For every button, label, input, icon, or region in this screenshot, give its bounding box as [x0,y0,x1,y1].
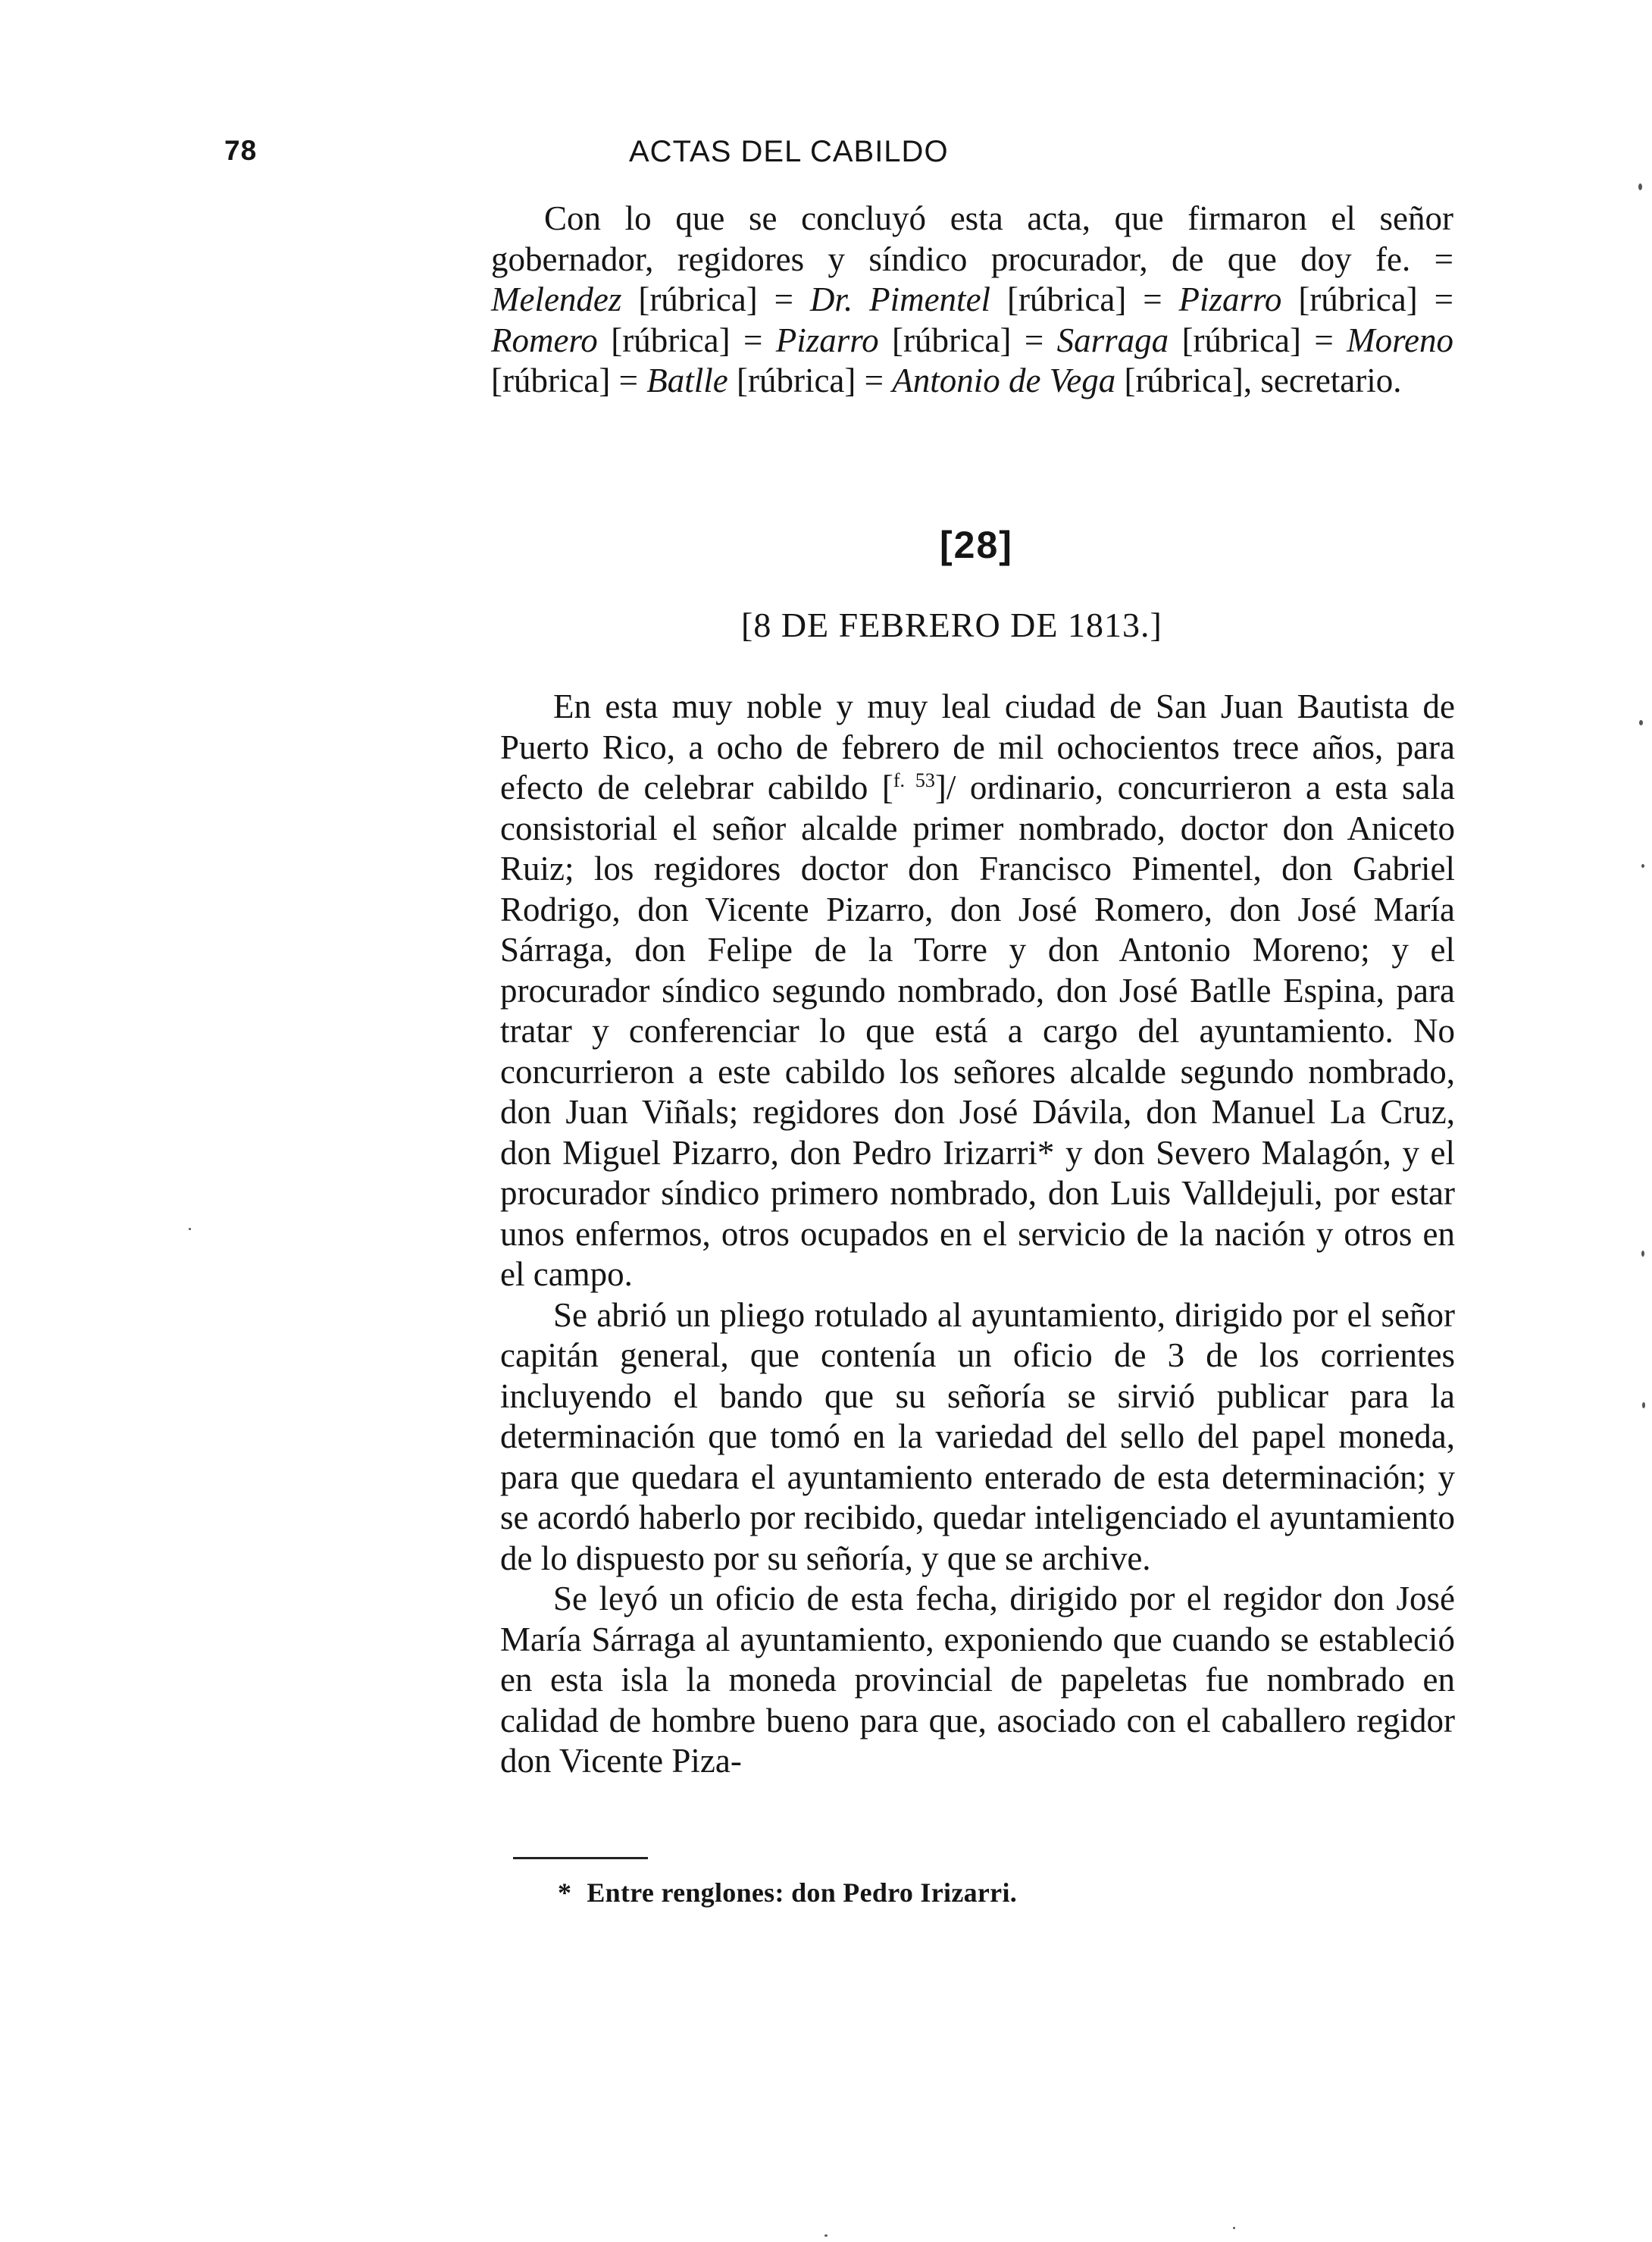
footnote-text: Entre renglones: don Pedro Irizarri. [587,1877,1018,1908]
signature-name: Romero [491,321,598,359]
body-paragraph-3: Se leyó un oficio de esta fecha, dirigido por el regidor don José María Sárraga al ayuntamiento, exponiendo que cuando se estableció en esta isla la moneda provincial de papeletas fue nombrado en calidad de hombre bueno para que, asociado con el caballero regidor don Vicente Piza- [500,1580,1455,1780]
signature-name: Pizarro [775,321,879,359]
section-number: [28] [940,524,1013,566]
folio-mark: f. [893,769,906,791]
scan-speck [1641,1251,1644,1257]
folio-reference [893,769,935,791]
signature-name: Batlle [646,362,728,399]
footnote-marker: * [558,1877,572,1908]
paragraph-text: ]/ ordinario, concurrieron a esta sala consistorial el señor alcalde primer nombrado, doctor don Aniceto Ruiz; los regidores doctor don Francisco Pimentel, don Gabriel Rodrigo, don Vicente Pizarro, don José Romero, don José María Sárraga, don Felipe de la Torre y don Antonio Moreno; y el procurador síndico segundo nombrado, don José Batlle Espina, para tratar y conferenciar lo que está a cargo del ayuntamiento. No concurrieron a este cabildo los señores alcalde segundo nombrado, don Juan Viñals; regidores don José Dávila, don Manuel La Cruz, don Miguel Pizarro, don Pedro Irizarri* y don Severo Malagón, y el procurador síndico primero nombrado, don Luis Valldejuli, por estar unos enfermos, otros ocupados en el servicio de la nación y otros en el campo. [500,769,1455,1293]
signature-name: Antonio de Vega [892,362,1116,399]
signature-name: Melendez [491,280,622,318]
paragraph-text: En esta muy noble y muy leal ciudad de San Juan Bautista de Puerto Rico, a ocho de febrero de mil ochocientos trece años, para efecto de celebrar cabildo [ [500,687,1455,806]
closing-paragraph: Con lo que se concluyó esta acta, que firmaron el señor gobernador, regidores y síndico procurador, de que doy fe. = Melendez [rúbrica] = Dr. Pimentel [rúbrica] = Pizarro [rúbrica] = Romero [rúbrica] = Pizarro [rúbrica] = Sarraga [rúbrica] = Moreno [rúbrica] = Batlle [rúbrica] = Antonio de Vega [rúbrica], secretario. [491,199,1453,399]
signature-name: Pizarro [1178,280,1282,318]
closing-paragraph-block [491,199,1453,402]
signature-name: Moreno [1347,321,1453,359]
scan-speck [1641,864,1644,868]
session-body [500,687,1455,1782]
scan-speck [824,2234,828,2237]
scan-speck [1642,1402,1645,1408]
scan-speck [189,1228,191,1230]
running-head: ACTAS DEL CABILDO [629,135,949,168]
page-number: 78 [224,135,258,166]
signature-name: Sarraga [1056,321,1169,359]
scan-speck [1233,2227,1235,2229]
scan-speck [1638,183,1642,190]
folio-number: 53 [915,769,935,791]
scan-speck [1639,720,1643,725]
body-paragraph-2: Se abrió un pliego rotulado al ayuntamiento, dirigido por el señor capitán general, que contenía un oficio de 3 de los corrientes incluyendo el bando que su señoría se sirvió publicar para la determinación que tomó en la variedad del sello del papel moneda, para que quedara el ayuntamiento enterado de esta determinación; y se acordó haberlo por recibido, quedar inteligenciado el ayuntamiento de lo dispuesto por su señoría, y que se archive. [500,1295,1455,1577]
body-paragraph-1 [500,687,1455,1295]
signature-name: Dr. Pimentel [809,280,991,318]
section-date: [8 DE FEBRERO DE 1813.] [741,606,1162,644]
footnote-divider [513,1857,648,1859]
footnote [558,1877,1017,1909]
